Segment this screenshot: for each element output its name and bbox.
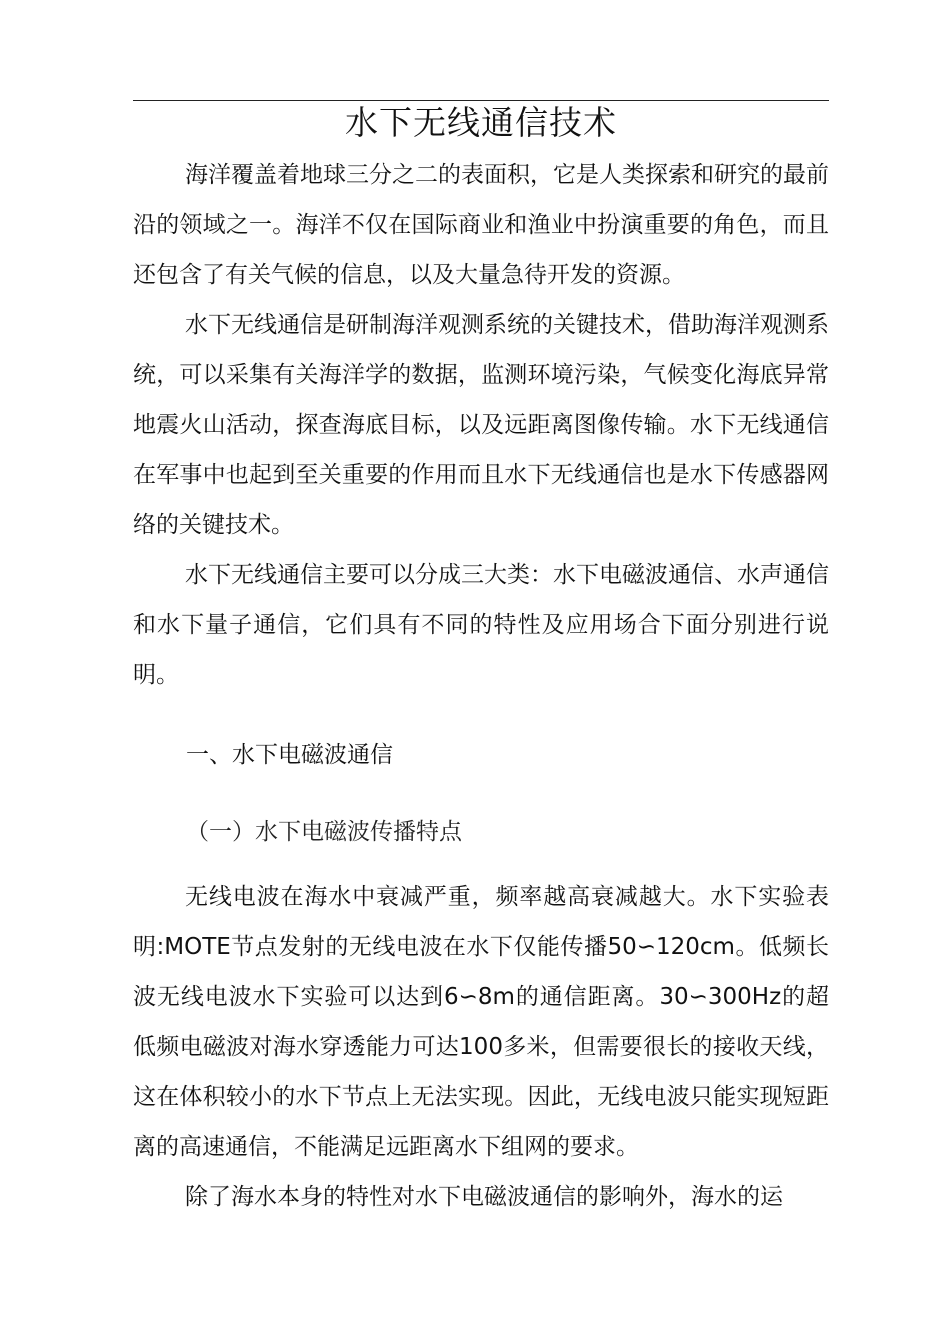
subsection-heading: （一）水下电磁波传播特点 — [186, 819, 462, 845]
document-title: 水下无线通信技术 — [345, 103, 617, 142]
intro-body — [133, 150, 829, 700]
paragraph: 水下无线通信是研制海洋观测系统的关键技术，借助海洋观测系统，可以采集有关海洋学的数据，监测环境污染，气候变化海底异常地震火山活动，探查海底目标，以及远距离图像传输。水下无线通信在军事中也起到至关重要的作用而且水下无线通信也是水下传感器网络的关键技术。 — [133, 312, 829, 538]
paragraph: 海洋覆盖着地球三分之二的表面积，它是人类探索和研究的最前沿的领域之一。海洋不仅在国际商业和渔业中扮演重要的角色，而且还包含了有关气候的信息，以及大量急待开发的资源。 — [133, 162, 829, 288]
paragraph: 除了海水本身的特性对水下电磁波通信的影响外，海水的运 — [185, 1184, 783, 1210]
paragraph: 无线电波在海水中衰减严重，频率越高衰减越大。水下实验表明:MOTE节点发射的无线电波在水下仅能传播50∽120cm。低频长波无线电波水下实验可以达到6∽8m的通信距离。30∽300Hz的超低频电磁波对海水穿透能力可达100多米，但需要很长的接收天线，这在体积较小的水下节点上无法实现。因此，无线电波只能实现短距离的高速通信，不能满足远距离水下组网的要求。 — [133, 884, 829, 1160]
section-heading: 一、水下电磁波通信 — [186, 742, 393, 768]
section-1-body — [133, 872, 829, 1222]
paragraph: 水下无线通信主要可以分成三大类：水下电磁波通信、水声通信和水下量子通信，它们具有不同的特性及应用场合下面分别进行说明。 — [133, 562, 829, 688]
